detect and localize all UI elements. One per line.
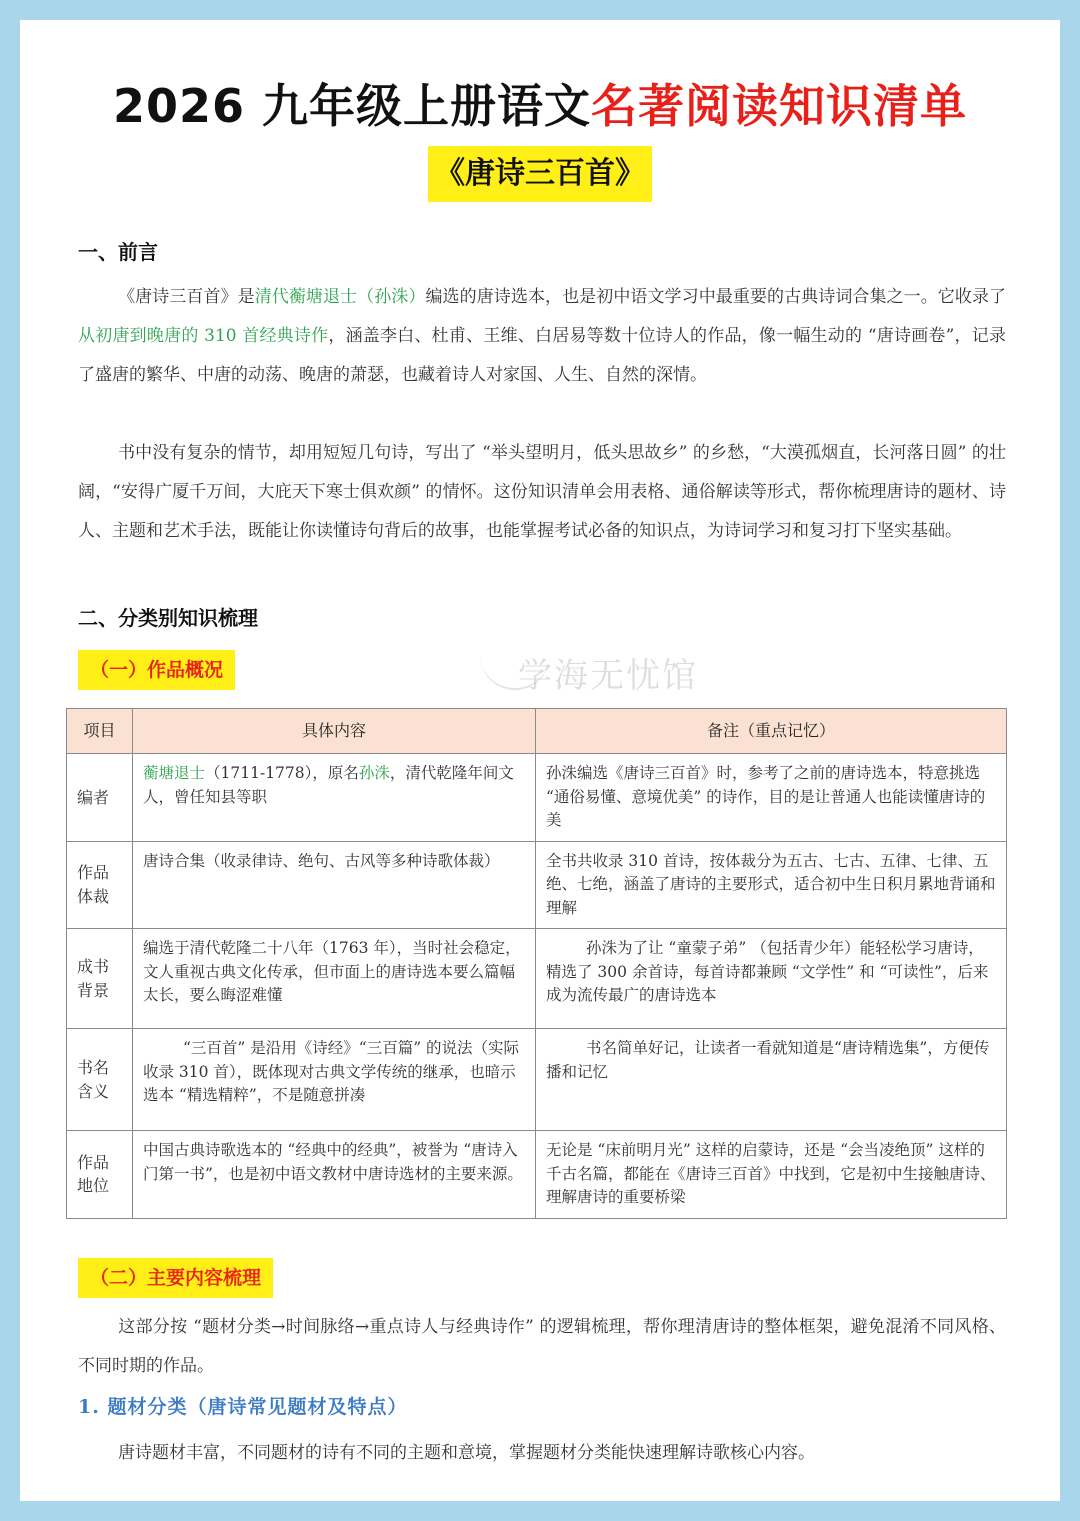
row-note: 全书共收录 310 首诗，按体裁分为五古、七古、五律、七律、五绝、七绝，涵盖了唐诗的主要形式，适合初中生日积月累地背诵和理解 (536, 841, 1007, 929)
page-title (20, 76, 1060, 136)
content-text: ，清代乾隆年间文人，曾任知县等职 (143, 764, 514, 806)
watermark-text: 学海无忧馆 (518, 656, 698, 696)
row-note: 无论是 “床前明月光” 这样的启蒙诗，还是 “会当凌绝顶” 这样的千古名篇，都能在《唐诗三百首》中找到，它是初中生接触唐诗、理解唐诗的重要桥梁 (536, 1131, 1007, 1219)
p1-text-e: ，涵盖李白、杜甫、王维、白居易等数十位诗人的作品，像一幅生动的 “唐诗画卷”，记录了盛唐的繁华、中唐的动荡、晚唐的萧瑟，也藏着诗人对家国、人生、自然的深情。 (78, 326, 1006, 385)
content-highlight: 孙洙 (358, 764, 390, 782)
title-black-part: 2026 九年级上册语文 (112, 79, 592, 133)
row-content: 编选于清代乾隆二十八年（1763 年），当时社会稳定，文人重视古典文化传承，但市面上的唐诗选本要么篇幅太长，要么晦涩难懂 (133, 929, 536, 1029)
preface-paragraph-2 (78, 434, 1006, 551)
table-row (67, 754, 1007, 842)
section-heading-classification: 二、分类别知识梳理 (78, 606, 258, 630)
subsection-heading-overview: （一）作品概况 (78, 650, 235, 690)
row-note: 孙洙编选《唐诗三百首》时，参考了之前的唐诗选本，特意挑选 “通俗易懂、意境优美” 的诗作，目的是让普通人也能读懂唐诗的美 (536, 754, 1007, 842)
row-label: 编者 (67, 754, 133, 842)
preface-paragraph-1 (78, 278, 1006, 395)
main-content-paragraph (78, 1308, 1006, 1386)
theme-classification-paragraph (78, 1434, 1006, 1473)
p1-text-a: 《唐诗三百首》是 (118, 287, 255, 307)
row-content: 中国古典诗歌选本的 “经典中的经典”，被誉为 “唐诗入门第一书”，也是初中语文教材中唐诗选材的主要来源。 (133, 1131, 536, 1219)
content-highlight: 蘅塘退士 (143, 764, 206, 782)
note-text: 书名简单好记，让读者一看就知道是“唐诗精选集”，方便传播和记忆 (546, 1039, 990, 1081)
table-row (67, 929, 1007, 1029)
note-text: 孙洙为了让 “童蒙子弟” （包括青少年）能轻松学习唐诗，精选了 300 余首诗，每首诗都兼顾 “文学性” 和 “可读性”，后来成为流传最广的唐诗选本 (546, 939, 989, 1004)
p1-text-c: 编选的唐诗选本，也是初中语文学习中最重要的古典诗词合集之一。它收录了 (425, 287, 1007, 307)
table-header-note: 备注（重点记忆） (536, 709, 1007, 754)
table-row (67, 841, 1007, 929)
row-content (133, 754, 536, 842)
table-row (67, 1029, 1007, 1131)
row-label: 作品地位 (67, 1131, 133, 1219)
row-note (536, 1029, 1007, 1131)
theme-classification-text: 唐诗题材丰富，不同题材的诗有不同的主题和意境，掌握题材分类能快速理解诗歌核心内容。 (118, 1443, 815, 1463)
p1-highlight-editor: 清代蘅塘退士（孙洙） (254, 287, 426, 307)
row-content: 唐诗合集（收录律诗、绝句、古风等多种诗歌体裁） (133, 841, 536, 929)
p1-highlight-count: 从初唐到晚唐的 310 首经典诗作 (78, 326, 329, 346)
subheading-theme-classification: 1. 题材分类（唐诗常见题材及特点） (78, 1396, 408, 1418)
overview-table (66, 708, 1007, 1219)
main-content-text: 这部分按 “题材分类→时间脉络→重点诗人与经典诗作” 的逻辑梳理，帮你理清唐诗的整体框架，避免混淆不同风格、不同时期的作品。 (78, 1317, 1006, 1376)
title-red-part: 名著阅读知识清单 (591, 79, 968, 133)
row-label: 作品体裁 (67, 841, 133, 929)
table-row (67, 1131, 1007, 1219)
p2-text: 书中没有复杂的情节，却用短短几句诗，写出了 “举头望明月，低头思故乡” 的乡愁，“大漠孤烟直，长河落日圆” 的壮阔，“安得广厦千万间，大庇天下寒士俱欢颜” 的情怀。这份知识清单会用表格、通俗解读等形式，帮你梳理唐诗的题材、诗人、主题和艺术手法，既能让你读懂诗句背后的故事，也能掌握考试必备的知识点，为诗词学习和复习打下坚实基础。 (78, 443, 1006, 541)
row-note (536, 929, 1007, 1029)
row-content (133, 1029, 536, 1131)
subsection-heading-main-content: （二）主要内容梳理 (78, 1258, 273, 1298)
table-header-row (67, 709, 1007, 754)
content-text: （1711-1778），原名 (205, 764, 359, 782)
row-label: 成书背景 (67, 929, 133, 1029)
table-header-content: 具体内容 (133, 709, 536, 754)
book-title-badge: 《唐诗三百首》 (428, 146, 652, 202)
document-page (20, 20, 1060, 1501)
content-text: “三百首” 是沿用《诗经》“三百篇” 的说法（实际收录 310 首），既体现对古典文学传统的继承，也暗示选本 “精选精粹”，不是随意拼凑 (143, 1039, 520, 1104)
table-header-item: 项目 (67, 709, 133, 754)
section-heading-preface: 一、前言 (78, 240, 158, 264)
row-label: 书名含义 (67, 1029, 133, 1131)
